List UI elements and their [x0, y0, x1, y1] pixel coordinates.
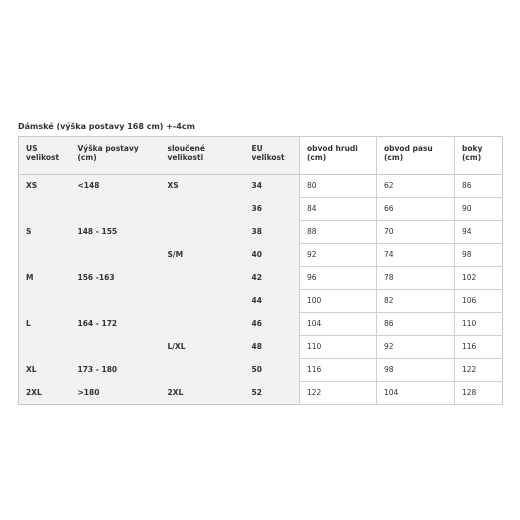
table-row [19, 244, 503, 267]
chest-cell: 116 [300, 359, 377, 382]
height-cell: 148 - 155 [71, 221, 161, 244]
header-height: Výška postavy (cm) [71, 137, 161, 175]
eu-size-cell: 36 [245, 198, 300, 221]
merged-size-cell: L/XL [161, 336, 245, 359]
eu-size-cell: 42 [245, 267, 300, 290]
eu-size-cell: 52 [245, 382, 300, 405]
height-cell [71, 290, 161, 313]
eu-size-cell: 48 [245, 336, 300, 359]
waist-cell: 78 [377, 267, 455, 290]
table-row [19, 267, 503, 290]
table-row [19, 313, 503, 336]
height-cell: 173 - 180 [71, 359, 161, 382]
table-row [19, 336, 503, 359]
eu-size-cell: 50 [245, 359, 300, 382]
us-size-cell: L [19, 313, 71, 336]
us-size-cell [19, 244, 71, 267]
us-size-cell [19, 198, 71, 221]
waist-cell: 98 [377, 359, 455, 382]
chest-cell: 104 [300, 313, 377, 336]
chest-cell: 100 [300, 290, 377, 313]
chest-cell: 88 [300, 221, 377, 244]
height-cell: <148 [71, 175, 161, 198]
height-cell [71, 336, 161, 359]
hips-cell: 90 [455, 198, 503, 221]
us-size-cell: M [19, 267, 71, 290]
eu-size-cell: 46 [245, 313, 300, 336]
waist-cell: 82 [377, 290, 455, 313]
merged-size-cell: 2XL [161, 382, 245, 405]
hips-cell: 102 [455, 267, 503, 290]
table-row [19, 221, 503, 244]
header-hips: boky (cm) [455, 137, 503, 175]
table-row [19, 382, 503, 405]
hips-cell: 110 [455, 313, 503, 336]
hips-cell: 106 [455, 290, 503, 313]
us-size-cell: S [19, 221, 71, 244]
chest-cell: 84 [300, 198, 377, 221]
height-cell: 156 -163 [71, 267, 161, 290]
table-row [19, 198, 503, 221]
us-size-cell: 2XL [19, 382, 71, 405]
merged-size-cell: S/M [161, 244, 245, 267]
eu-size-cell: 34 [245, 175, 300, 198]
height-cell [71, 198, 161, 221]
us-size-cell: XL [19, 359, 71, 382]
chest-cell: 92 [300, 244, 377, 267]
merged-size-cell [161, 290, 245, 313]
eu-size-cell: 44 [245, 290, 300, 313]
merged-size-cell [161, 221, 245, 244]
waist-cell: 62 [377, 175, 455, 198]
waist-cell: 74 [377, 244, 455, 267]
header-merged-size: sloučené velikosti [161, 137, 245, 175]
height-cell [71, 244, 161, 267]
hips-cell: 94 [455, 221, 503, 244]
waist-cell: 66 [377, 198, 455, 221]
us-size-cell [19, 290, 71, 313]
hips-cell: 98 [455, 244, 503, 267]
hips-cell: 116 [455, 336, 503, 359]
merged-size-cell: XS [161, 175, 245, 198]
waist-cell: 104 [377, 382, 455, 405]
hips-cell: 128 [455, 382, 503, 405]
table-row [19, 359, 503, 382]
hips-cell: 122 [455, 359, 503, 382]
waist-cell: 86 [377, 313, 455, 336]
waist-cell: 70 [377, 221, 455, 244]
eu-size-cell: 38 [245, 221, 300, 244]
height-cell: 164 - 172 [71, 313, 161, 336]
table-row [19, 175, 503, 198]
size-table [18, 136, 503, 405]
header-chest: obvod hrudi (cm) [300, 137, 377, 175]
chest-cell: 96 [300, 267, 377, 290]
table-row [19, 290, 503, 313]
header-waist: obvod pasu (cm) [377, 137, 455, 175]
us-size-cell: XS [19, 175, 71, 198]
waist-cell: 92 [377, 336, 455, 359]
header-us-size: US velikost [19, 137, 71, 175]
height-cell: >180 [71, 382, 161, 405]
chest-cell: 110 [300, 336, 377, 359]
merged-size-cell [161, 267, 245, 290]
hips-cell: 86 [455, 175, 503, 198]
chest-cell: 80 [300, 175, 377, 198]
us-size-cell [19, 336, 71, 359]
table-header-row [19, 137, 503, 175]
header-eu-size: EU velikost [245, 137, 300, 175]
merged-size-cell [161, 313, 245, 336]
merged-size-cell [161, 359, 245, 382]
eu-size-cell: 40 [245, 244, 300, 267]
size-chart-title: Dámské (výška postavy 168 cm) +-4cm [18, 122, 195, 131]
merged-size-cell [161, 198, 245, 221]
chest-cell: 122 [300, 382, 377, 405]
